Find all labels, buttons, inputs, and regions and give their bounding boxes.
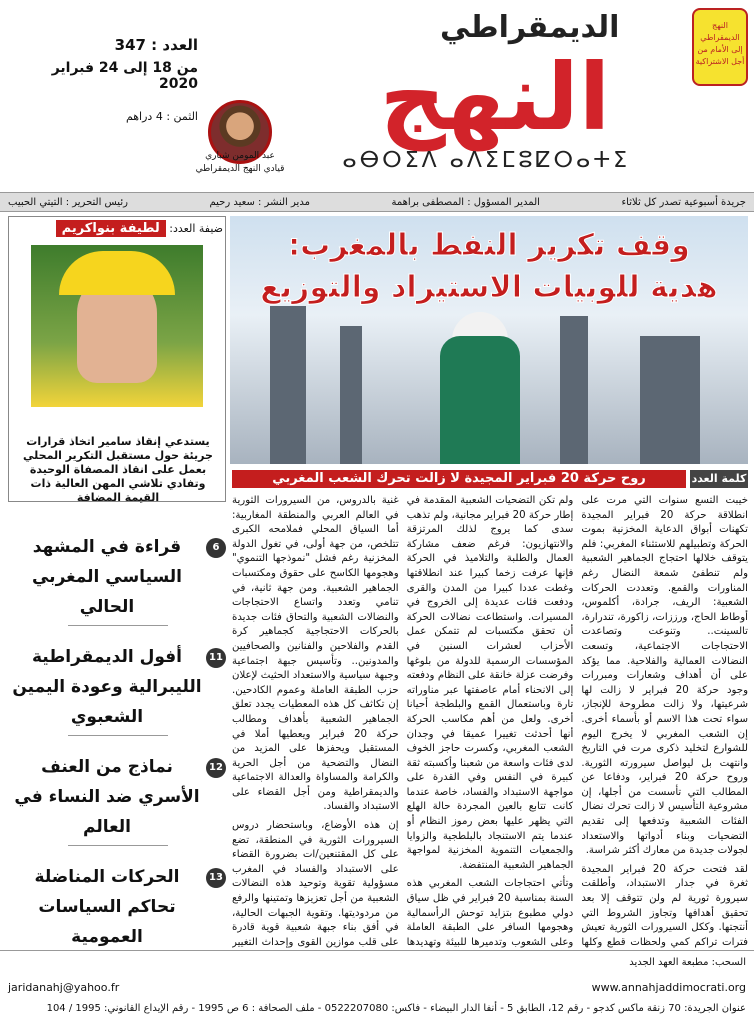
newspaper-logo[interactable]	[300, 8, 690, 151]
refinery-tower	[560, 316, 588, 464]
staff-director: المدير المسؤول : المصطفى براهمة	[391, 196, 540, 208]
guest-caption: يستدعي إنقاذ سامير اتخاذ قرارات جريئة حول مستقبل التكرير المحلي بعمل على انقاذ المصفاة الوحيدة وتفادي تلاشي المهن العالية ذات القيمة المضافة	[23, 435, 213, 504]
toc-item[interactable]	[8, 750, 226, 860]
divider	[68, 735, 168, 736]
legal-deposit: رقم الإيداع القانوني: 1995 / 104	[46, 1003, 189, 1014]
lead-headline-line2[interactable]: هدية للوبيات الاستيراد والتوزيع	[260, 270, 718, 305]
staff-publisher: مدير النشر : سعيد رحيم	[209, 196, 310, 208]
refinery-tower	[270, 306, 306, 464]
issue-info	[8, 36, 198, 123]
refinery-tower	[640, 336, 700, 464]
toc-title: نماذج من العنف الأسري ضد النساء في العالم	[14, 757, 200, 837]
page-number-badge: 6	[206, 538, 226, 558]
toc-title: قراءة في المشهد السياسي المغربي الحالي	[31, 537, 183, 617]
paragraph: غنية بالدروس، من السيرورات الثورية في العالم العربي والمنطقة المغاربية: أما السياق المحلي فملامحه الكبرى تتلخص، من جهة أولى، في تغول الدولة المخزنية رغم فشل "نموذجها التنموي" وهجومها الكاسح على حقوق ومكتسبات الجماهير الشعبية. ومن جهة ثانية، في تنامي وتعدد واتساع الاحتجاجات والنضالات الشعبية والتحاق فئات جديدة بالحركات الاحتجاجية كجماهير كرة القدم والفلاحين والفنانين والصحافيين والمدونين.. وتأسيس جبهة اجتماعية وجبهة سياسية والاستعداد الحثيث لإعلان حزب الطبقة العاملة وعموم الكادحين. إن تكاثف كل هذه المعطيات يجدد تعلق الجماهير الشعبية بأهداف ومطالب حركة 20 فبراير ويعطيها أملا في المستقبل ويحفزها على المزيد من النضال والتضحية من أجل الحرية والكرامة والمساواة والعدالة الاجتماعية والديمقراطية ومن أجل القضاء على الاستبداد والفساد.	[231, 495, 399, 813]
toc-title: الحركات المناضلة تحاكم السياسات العمومية	[34, 867, 180, 947]
footer-address: عنوان الجريدة: 70 زنقة ماكس كدجو - رقم 12، الطابق 5 - أنفا الدار البيضاء - فاكس: 0522207080 - ملف الصحافة : 6 ص 1995 - رقم الإيداع القانوني: 1995 / 104	[46, 1003, 746, 1014]
footer	[0, 950, 754, 1024]
staff-editor: رئيس التحرير : التيتي الحبيب	[8, 196, 128, 208]
fax: فاكس: 0522207080	[324, 1003, 421, 1014]
issue-price: الثمن : 4 دراهم	[125, 110, 198, 123]
refinery-worker	[440, 336, 520, 464]
editorial-body	[232, 494, 748, 950]
issue-dates: من 18 إلى 24 فبراير 2020	[51, 60, 198, 92]
address: عنوان الجريدة: 70 زنقة ماكس كدجو - رقم 12، الطابق 5 - أنفا الدار البيضاء	[430, 1003, 746, 1014]
guest-photo	[31, 245, 203, 407]
lead-story-image[interactable]	[230, 216, 748, 464]
column-middle	[407, 494, 574, 950]
guest-label: ضيفة العدد:	[169, 222, 223, 235]
paragraph: خيبت التسع سنوات التي مرت على انطلاقة حركة 20 فبراير المجيدة تكهنات أبواق الدعاية المخزنية بموت الحركة وتطبيلهم للاستثناء المغربي: فلم يتوقف خلالها احتجاج الجماهير الشعبية ولم تنطفئ شمعة النضال رغم المناورات والقمع. وتعددت الحركات الشعبية: الريف، جرادة، أكلموس، أوطاط الحاج، ورززات، زاكورة، تندرارة، تالسينت.. وتنوعت وتصاعدت الاحتجاجات الاجتماعية، وتسعت النضالات العمالية والفلاحية. مما يؤكد على أن أهداف وشعارات ومبررات وجود حركة 20 فبراير لا زالت لها شرعيتها، ولا زالت مطروحة للإنجاز، سواء تحت هذا الاسم أو بأسماء أخرى. إن الشعب المغربي لا يخرج اليوم للشوارع لتخليد ذكرى مرت في التاريخ وانتهت بل ليواصل سيرورته الثورية. وروح حركة 20 فبراير، ودفاعا عن المطالب التي تأسست من أجلها، إن مشروعية التأسيس لا زالت تحرك نضال الفئات الشعبية وتدفعها إلى تقديم التضحيات وبناء أدواتها والاستعداد لجولات جديدة من معارك أكثر شراسة.	[581, 495, 748, 857]
paragraph: وتأتي احتجاجات الشعب المغربي هذه السنة بمناسبة 20 فبراير في ظل سياق دولي مطبوع بتزايد توحش الرأسمالية وهجومها السافر على الطبقة العاملة وعلى الشعوب وتدميرها للبيئة وتهديدها	[406, 878, 574, 948]
footer-row-top	[8, 957, 746, 968]
footer-row-contact	[8, 981, 746, 994]
guest-box[interactable]	[8, 216, 226, 502]
paragraph: لقد فتحت حركة 20 فبراير المجيدة ثغرة في جدار الاستبداد، وأطلقت سيرورة ثورية لم ولن تتوقف إلا بعد تحقيق أهدافها وتجاوز الشروط التي أنتجتها. وككل السيرورات الثورية تعيش فترات تراكم كمي ولحظات قطع وكلها	[581, 863, 748, 948]
email-link[interactable]: jaridanahj@yahoo.fr	[8, 981, 120, 994]
page-number-badge: 12	[206, 758, 226, 778]
lead-headline-line1[interactable]: وقف تكرير النفط بالمغرب:	[288, 228, 690, 263]
paragraph: إن هذه الأوضاع، وباستحضار دروس السيرورات الثورية في المنطقة، تضع على كل المقتنعين/ات بضرورة القضاء على الاستبداد والفساد في المغرب مسؤولية تقوية وتوحيد هذه النضالات الشعبية من أجل تعزيزها وتمتينها والرفع من مردوديتها. وتقوية الجبهات الحالية، في أفق بناء جبهة شعبية قوية قادرة على قلب موازين القوى وإحداث التغيير	[231, 820, 399, 948]
portrait-caption: عبد المومن شباري قيادي النهج الديمقراطي	[195, 151, 285, 174]
masthead-header	[0, 0, 754, 192]
editorial-tag: كلمة العدد	[690, 470, 748, 488]
editorial-headline[interactable]: روح حركة 20 فبراير المجيدة لا زالت تحرك الشعب المغربي	[232, 470, 686, 488]
page-number-badge: 13	[206, 868, 226, 888]
press-file: ملف الصحافة : 6 ص 1995	[198, 1003, 315, 1014]
column-left	[232, 494, 399, 950]
page-number-badge: 11	[206, 648, 226, 668]
issue-number: العدد : 347	[114, 36, 198, 54]
toc-title: أفول الديمقراطية الليبرالية وعودة اليمين الشعبوي	[12, 647, 202, 727]
toc-item[interactable]	[8, 640, 226, 750]
divider	[68, 625, 168, 626]
guest-name: لطيفة بنواكريم	[56, 220, 166, 237]
column-right	[581, 494, 748, 950]
logo-title: النهج	[379, 44, 611, 151]
paragraph: ولم تكن التضحيات الشعبية المقدمة في إطار حركة 20 فبراير مجانية، ولم تذهب سدى كما يروج لذلك المرتزقة والانتهازيون: فرغم ضعف مشاركة العمال والطلبة والتلاميذ في الحركة فإنها عرفت زخما كبيرا عند انطلاقتها وغطت عددا كبيرا من المدن والقرى ودفعت فئات عديدة إلى الخروج في المسيرات. واستطاعت نضالات الحركة أن تحقق مكتسبات لم تتمكن عمل الأحزاب لعشرات السنين في المؤسسات الرسمية للدولة من بلوغها وفرضت عزلة خانقة على النظام ودفعته إلى الانحناء أمام عاصفتها عبر مناوراته تارة وباستعمال القمع والبلطجة أحيانا أخرى. ولعل من أهم مكاسب الحركة أنها أحدثت تغييرا عميقا في وجدان الشعب المغربي، وكسرت حاجز الخوف لدى فئات واسعة من شعبنا وأكسبته ثقة كبيرة في النفس وفي القدرة على مواجهة الاستبداد والفساد، خاصة عندما كانت تتابع بالعين المجردة حالة الهلع التي يظهر عليها بعض رموز النظام أو عندما يتم الاستنجاد بالبلطجية والزوايا والجمعيات التنموية المخزنية لمواجهة الجماهير الشعبية المنتفضة.	[406, 495, 574, 871]
staff-bar	[0, 192, 754, 212]
refinery-tower	[340, 326, 362, 464]
toc-item[interactable]	[8, 530, 226, 640]
staff-weekly: جريدة أسبوعية تصدر كل ثلاثاء	[621, 196, 746, 208]
emblem-text: النهج الديمقراطي إلى الأمام من أجل الاشتراكية	[695, 21, 745, 66]
logo-subtitle: الديمقراطي	[440, 10, 620, 45]
guest-heading	[13, 221, 223, 236]
divider	[68, 845, 168, 846]
logo-tifinagh: ⴰⴱⵔⵉⴷ ⴰⴷⵉⵎⵓⵇⵔⴰⵜⵉ	[342, 148, 630, 173]
printer-info: السحب: مطبعة العهد الجديد	[629, 957, 746, 968]
website-link[interactable]: www.annahjaddimocrati.org	[591, 981, 746, 994]
table-of-contents	[8, 530, 226, 970]
guest-cap	[59, 251, 175, 295]
party-emblem-icon	[692, 8, 748, 86]
